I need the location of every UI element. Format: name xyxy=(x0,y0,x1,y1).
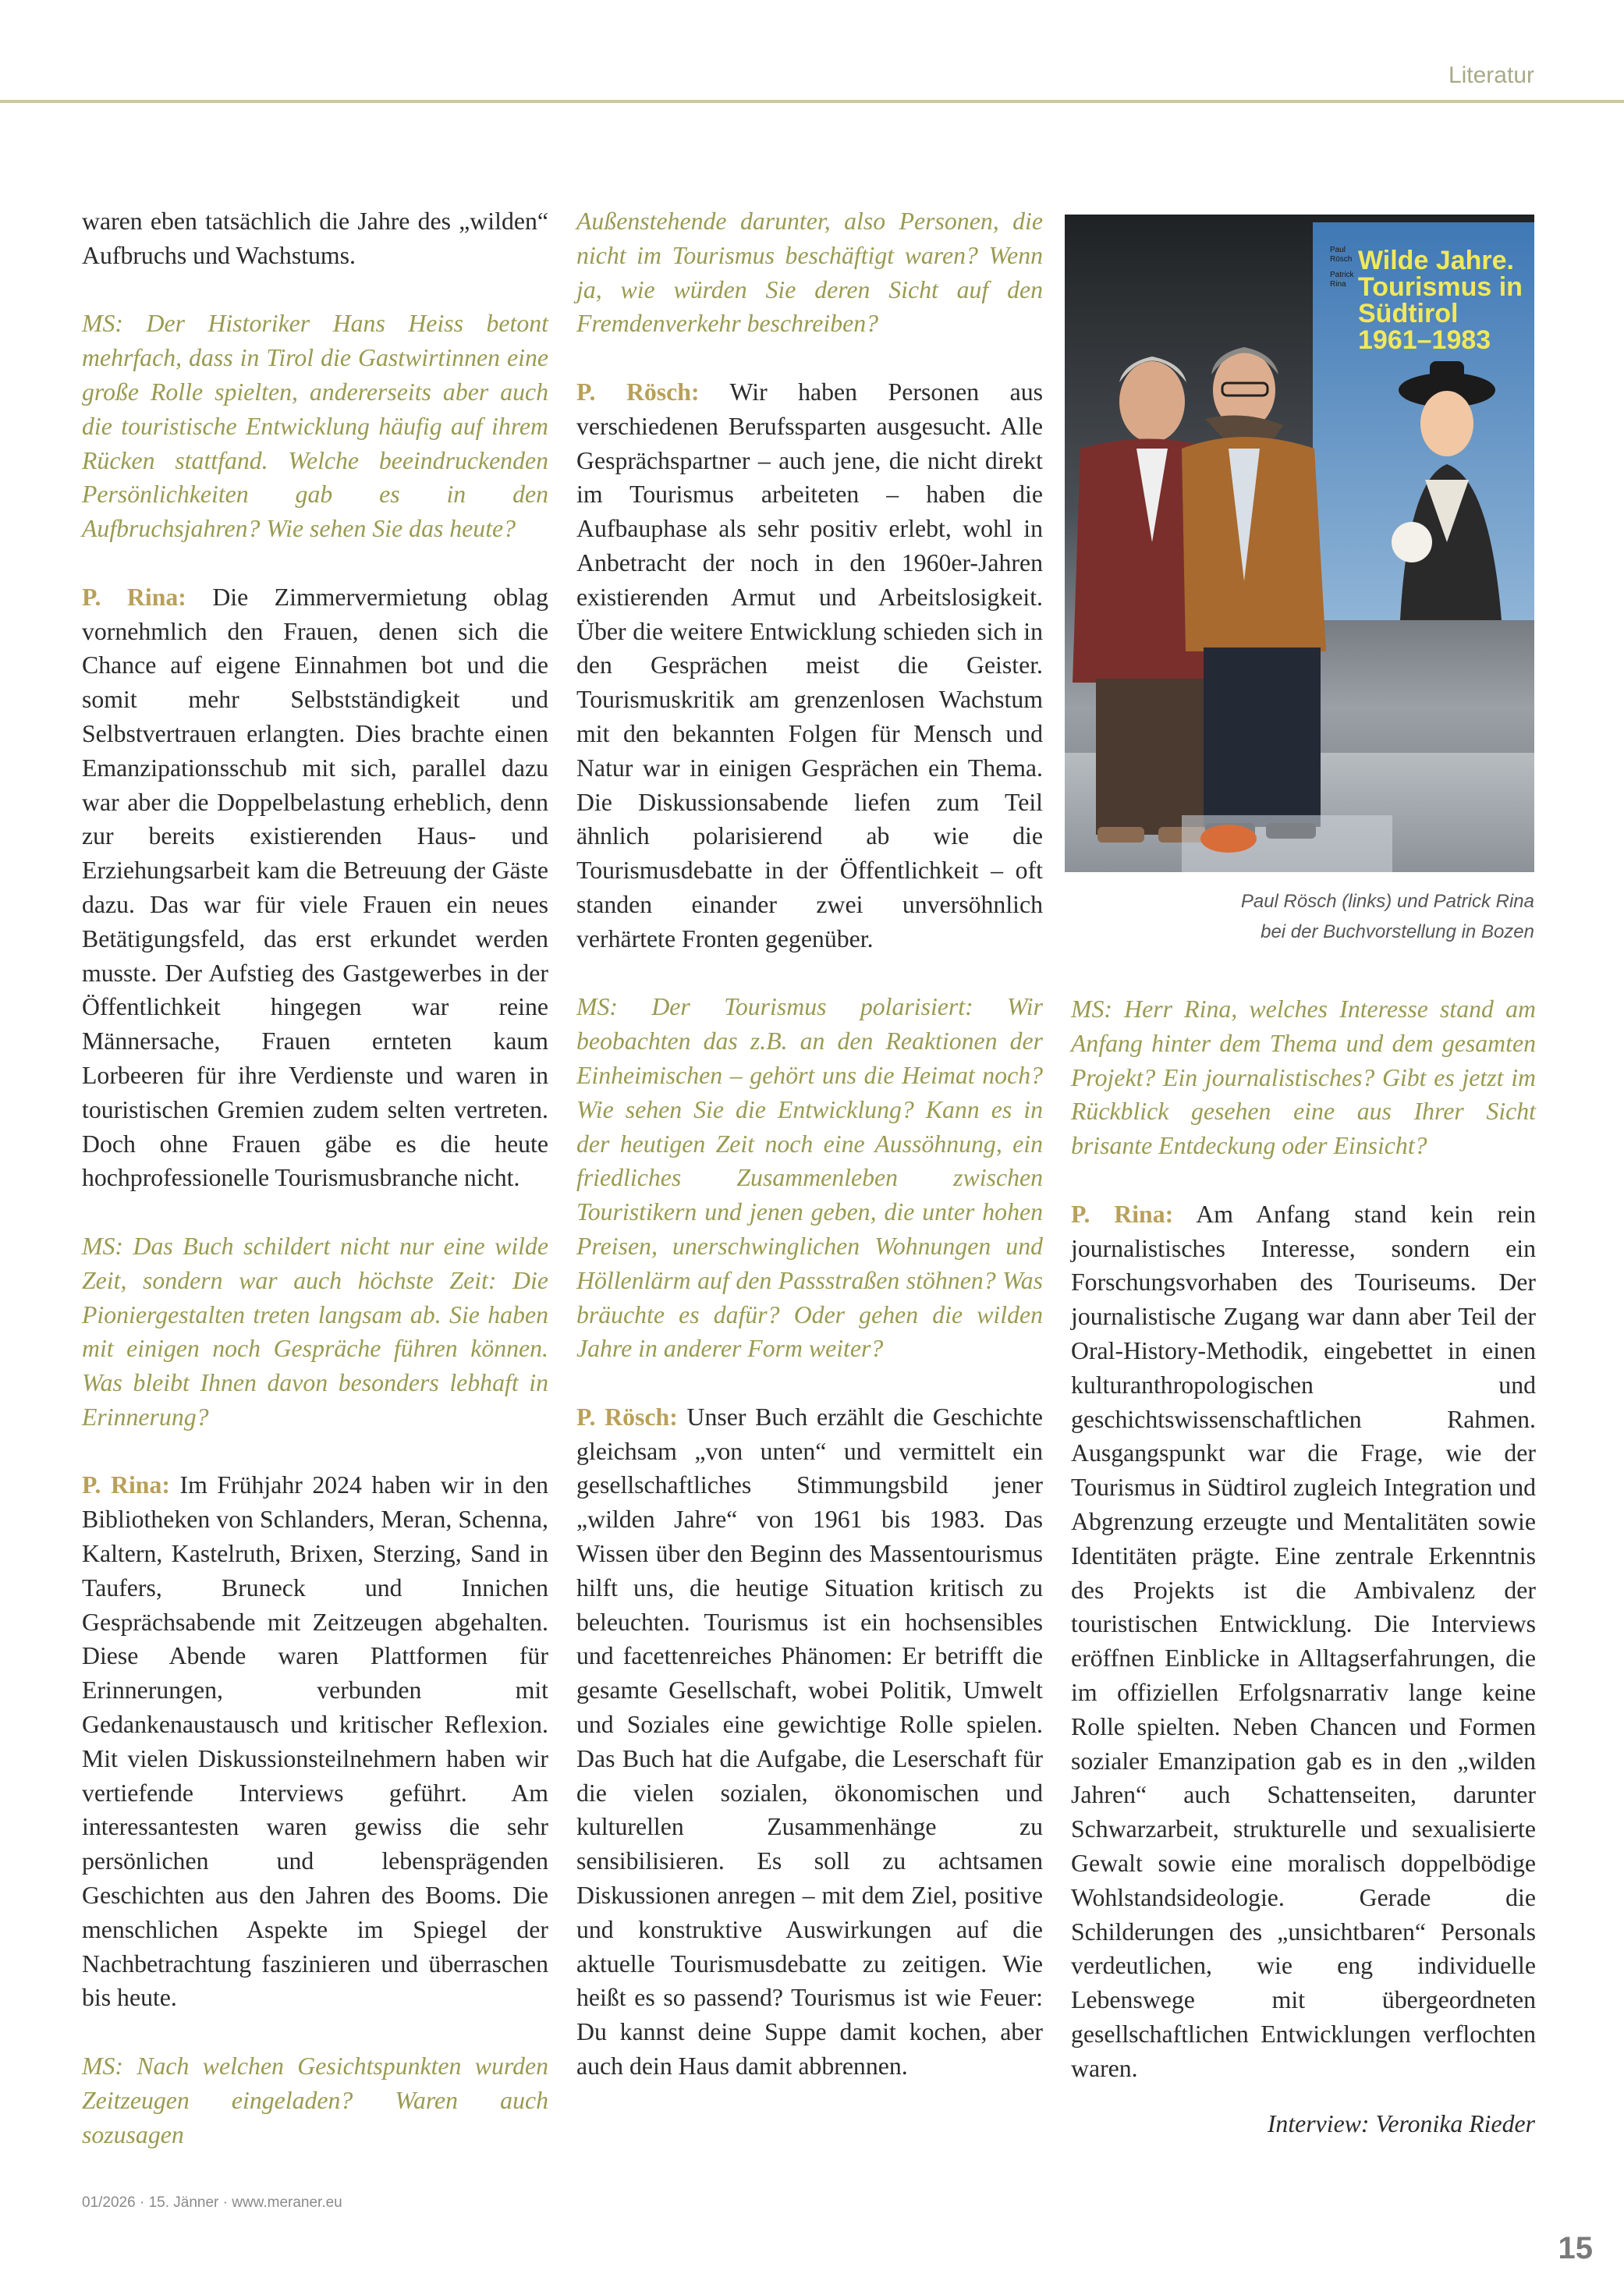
event-photo xyxy=(1065,215,1534,872)
interview-answer xyxy=(1071,1197,1536,2086)
interview-question xyxy=(1071,992,1536,1163)
paragraph-text: Außenstehende darunter, also Personen, die nicht im Tourismus beschäftigt waren? Wenn ja, wie würden Sie deren Sicht auf den Fremdenverkehr beschreiben? xyxy=(576,208,1043,338)
speaker-name: P. Rösch: xyxy=(576,378,700,406)
poster-author-text: Paul xyxy=(1330,246,1346,254)
section-title: Literatur xyxy=(1448,62,1534,88)
poster-author-text: Rösch xyxy=(1330,255,1353,264)
paragraph-text: Die Zimmervermietung oblag vornehmlich den Frauen, denen sich die Chance auf eigene Einnahmen bot und die somit mehr Selbstständigkeit und Selbstvertrauen erlangten. Dies brachte einen Emanzipationsschub mit sich, parallel dazu war aber die Doppelbelastung erheblich, denn zur bereits existierenden Haus- und Erziehungsarbeit kam die Betreuung der Gäste dazu. Das war für viele Frauen ein neues Betätigungsfeld, das erst erkundet werden musste. Der Aufstieg des Gastgewerbes in der Öffentlichkeit hingegen war reine Männersache, Frauen ernteten kaum Lorbeeren für ihre Verdienste und waren in touristischen Gremien zudem selten vertreten. Doch ohne Frauen gäbe es die heute hochprofessionelle Tourismusbranche nicht. xyxy=(82,583,549,1192)
photo-caption xyxy=(1073,886,1534,947)
paragraph-text: MS: Nach welchen Gesichtspunkten wurden Zeitzeugen eingeladen? Waren auch sozusagen xyxy=(82,2052,548,2148)
interview-question xyxy=(82,2049,548,2152)
interview-question xyxy=(82,307,548,546)
text-column-1 xyxy=(82,204,548,2186)
speaker-name: P. Rösch: xyxy=(576,1403,678,1431)
paragraph-text: Unser Buch erzählt die Geschichte gleichsam „von unten“ und vermittelt ein gesellschaftliches Stimmungsbild jener „wilden Jahre“ von 1961 bis 1983. Das Wissen über den Beginn des Massentourismus hilft uns, die heutige Situation kritisch zu beleuchten. Tourismus ist ein hochsensibles und facettenreiches Phänomen: Er betrifft die gesamte Gesellschaft, wobei Politik, Umwelt und Soziales eine gewichtige Rolle spielen. Das Buch hat die Aufgabe, die Leserschaft für die vielen sozialen, ökonomischen und kulturellen Zusammenhänge zu sensibilisieren. Es soll zu achtsamen Diskussionen anregen – mit dem Ziel, positive und konstruktive Auswirkungen auf die aktuelle Tourismusdebatte zu zeitigen. Wie heißt es so passend? Tourismus ist wie Feuer: Du kannst deine Suppe damit kochen, aber auch dein Haus damit abbrennen. xyxy=(576,1403,1044,2081)
paragraph-text: Wir haben Personen aus verschiedenen Berufssparten ausgesucht. Alle Gesprächspartner – auch jene, die nicht direkt im Tourismus arbeiteten – haben die Aufbauphase als sehr positiv erlebt, wohl in Anbetracht der noch in den 1960er-Jahren existierenden Armut und Arbeitslosigkeit. Über die weitere Entwicklung schieden sich in den Gesprächen meist die Geister. Tourismuskritik am grenzenlosen Wachstum mit den bekannten Folgen für Mensch und Natur war in einigen Gesprächen ein Thema. Die Diskussionsabende liefen zum Teil ähnlich polarisierend ab wie die Tourismusdebatte in der Öffentlichkeit – oft standen einander zwei unversöhnlich verhärtete Fronten gegenüber. xyxy=(576,378,1044,952)
poster-title-line: Wilde Jahre. xyxy=(1358,246,1514,275)
interview-credit: Interview: Veronika Rieder xyxy=(1267,2110,1535,2137)
interview-answer xyxy=(576,375,1043,956)
photo-caption-line: Paul Rösch (links) und Patrick Rina xyxy=(1240,891,1534,912)
poster-author-text: Patrick xyxy=(1330,271,1354,279)
page-number: 15 xyxy=(1558,2231,1593,2265)
photo-caption-line: bei der Buchvorstellung in Bozen xyxy=(1261,921,1534,942)
interview-answer xyxy=(82,580,548,1195)
text-column-3 xyxy=(1071,992,1536,2120)
text-column-2 xyxy=(576,204,1043,2118)
issue-info: 01/2026 · 15. Jänner · www.meraner.eu xyxy=(82,2194,342,2211)
interview-question xyxy=(82,1229,548,1435)
paragraph-text: MS: Das Buch schildert nicht nur eine wilde Zeit, sondern war auch höchste Zeit: Die Pioniergestalten treten langsam ab. Sie haben mit einigen noch Gespräche führen können. Was bleibt Ihnen davon besonders lebhaft in Erinnerung? xyxy=(82,1232,548,1431)
speaker-name: P. Rina: xyxy=(82,1471,170,1499)
paragraph-text: Im Frühjahr 2024 haben wir in den Bibliotheken von Schlanders, Meran, Schenna, Kaltern, Kastelruth, Brixen, Sterzing, Sand in Taufers, Bruneck und Innichen Gesprächsabende mit Zeitzeugen abgehalten. Diese Abende waren Plattformen für Erinnerungen, verbunden mit Gedankenaustausch und kritischer Reflexion. Mit vielen Diskussionsteilnehmern haben wir vertiefende Interviews geführt. Am interessantesten waren gewiss die sehr persönlichen und lebensprägenden Geschichten aus den Jahren des Booms. Die menschlichen Aspekte im Spiegel der Nachbetrachtung faszinieren und überraschen bis heute. xyxy=(82,1471,548,2012)
paragraph-text: MS: Der Historiker Hans Heiss betont mehrfach, dass in Tirol die Gastwirtinnen eine große Rolle spielten, andererseits aber auch die touristische Entwicklung häufig auf ihrem Rücken stattfand. Welche beeindruckenden Persönlichkeiten gab es in den Aufbruchsjahren? Wie sehen Sie das heute? xyxy=(82,310,548,543)
speaker-name: P. Rina: xyxy=(1071,1200,1174,1228)
interview-answer xyxy=(82,1468,548,2015)
header-rule xyxy=(0,100,1624,103)
event-photo-illustration xyxy=(1065,215,1534,872)
paragraph-text: waren eben tatsächlich die Jahre des „wilden“ Aufbruchs und Wachstums. xyxy=(82,208,548,269)
poster-author-text: Rina xyxy=(1330,280,1346,289)
speaker-name: P. Rina: xyxy=(82,583,186,611)
interview-question xyxy=(576,204,1043,341)
paragraph-text: Am Anfang stand kein rein journalistisches Interesse, sondern ein Forschungsvorhaben des Touriseums. Der journalistische Zugang war dann aber Teil der Oral-History-Methodik, eingebettet in einen kulturanthropologischen und geschichtswissenschaftlichen Rahmen. Ausgangspunkt war die Frage, wie der Tourismus in Südtirol zugleich Integration und Abgrenzung erzeugte und Mentalitäten sowie Identitäten prägte. Eine zentrale Erkenntnis des Projekts ist die Ambivalenz der touristischen Entwicklung. Die Interviews eröffnen Einblicke in Alltagserfahrungen, die im offiziellen Erfolgsnarrativ lange keine Rolle spielten. Neben Chancen und Formen sozialer Emanzipation gab es in den „wilden Jahren“ auch Schattenseiten, darunter Schwarzarbeit, strukturelle und sexualisierte Gewalt sowie eine moralisch doppelbödige Wohlstandsideologie. Gerade die Schilderungen des „unsichtbaren“ Personals verdeutlichen, wie eng individuelle Lebenswege mit übergeordneten gesellschaftlichen Entwicklungen verflochten waren. xyxy=(1071,1200,1536,2082)
poster-title-line: Südtirol xyxy=(1358,299,1459,328)
paragraph-text: MS: Der Tourismus polarisiert: Wir beobachten das z.B. an den Reaktionen der Einheimischen – gehört uns die Heimat noch? Wie sehen Sie die Entwicklung? Kann es in der heutigen Zeit noch eine Aussöhnung, ein friedliches Zusammenleben zwischen Touristikern und jenen geben, die unter hohen Preisen, unerschwinglichen Wohnungen und Höllenlärm auf den Passstraßen stöhnen? Was bräuchte es dafür? Oder gehen die wilden Jahre in anderer Form weiter? xyxy=(576,993,1043,1363)
poster-title-line: 1961–1983 xyxy=(1358,325,1491,355)
interview-answer xyxy=(576,1400,1043,2084)
interview-question xyxy=(576,990,1043,1366)
paragraph-text: MS: Herr Rina, welches Interesse stand am Anfang hinter dem Thema und dem gesamten Projekt? Ein journalistisches? Gibt es jetzt im Rückblick gesehen eine aus Ihrer Sicht brisante Entdeckung oder Einsicht? xyxy=(1071,995,1536,1160)
poster-title-line: Tourismus in xyxy=(1358,272,1523,302)
interview-answer xyxy=(82,204,548,273)
flowers xyxy=(1200,825,1257,853)
